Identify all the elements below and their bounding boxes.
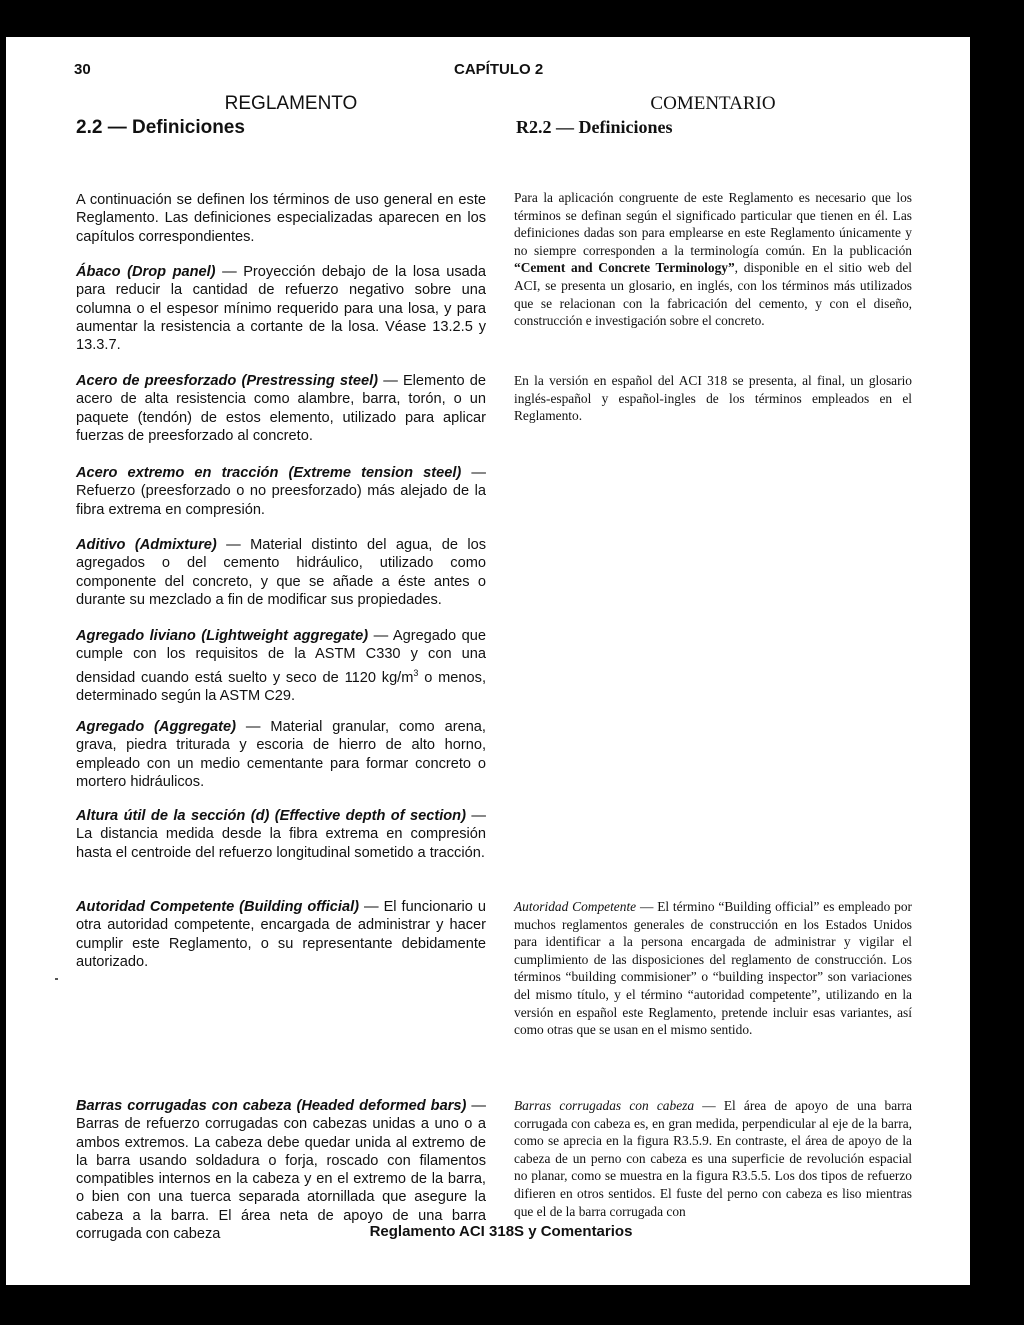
definition-acero-extremo xyxy=(76,464,486,519)
definition-dash: — xyxy=(466,1098,486,1114)
definition-text: Material granular, como arena, grava, piedra triturada y escoria de hierro de alto horno, empleado con un medio cementante para formar concreto o mortero hidráulicos. xyxy=(76,719,486,790)
definition-dash: — xyxy=(359,899,384,915)
definition-text: El funcionario u otra autoridad competente, encargada de administrar y hacer cumplir este Reglamento, o su representante debidamente autorizado. xyxy=(76,899,486,970)
definition-agregado-liviano xyxy=(76,627,486,705)
definition-term: Barras corrugadas con cabeza (Headed deformed bars) xyxy=(76,1098,467,1114)
definition-text: La distancia medida desde la fibra extrema en compresión hasta el centroide del refuerzo longitudinal sometido a tracción. xyxy=(76,826,486,861)
commentary-term: Barras corrugadas con cabeza xyxy=(514,1098,695,1113)
definition-agregado xyxy=(76,718,486,791)
commentary-barras xyxy=(514,1097,912,1220)
commentary-text-continued: , disponible en el sitio web del ACI, se presenta un glosario, en inglés, con los términos más utilizados que se relacionan con la fabricación del cemento, y con el diseño, construcción e investigación sobre el concreto. xyxy=(514,260,912,329)
commentary-section-title: R2.2 — Definiciones xyxy=(516,117,673,137)
page-footer: Reglamento ACI 318S y Comentarios xyxy=(369,1223,633,1240)
commentary-dash: — xyxy=(694,1098,724,1113)
definition-dash: — xyxy=(378,373,403,389)
commentary-term: Autoridad Competente xyxy=(514,899,637,914)
commentary-autoridad xyxy=(514,898,912,1039)
commentary-text: El área de apoyo de una barra corrugada con cabeza es, en gran medida, perpendicular al eje de la barra, como se aprecia en la figura R3.5.9. En contraste, el área de apoyo de la cabeza de un perno con cabeza es una superficie de revolución espacial no planar, como se muestra en la figura R3.5.5. Los dos tipos de refuerzo difieren en otros sentidos. El fuste del perno con cabeza es liso mientras que el de la barra corrugada con xyxy=(514,1098,912,1219)
scan-mark xyxy=(55,978,58,980)
definition-barras-corrugadas xyxy=(76,1097,486,1243)
definition-dash: — xyxy=(216,537,251,553)
definition-dash: — xyxy=(368,628,393,644)
publication-title: “Cement and Concrete Terminology” xyxy=(514,260,735,276)
chapter-title: CAPÍTULO 2 xyxy=(454,61,544,78)
commentary-paragraph xyxy=(514,189,912,330)
definition-text: Barras de refuerzo corrugadas con cabezas unidas a uno o a ambos extremos. La cabeza debe quedar unida al extremo de la barra usando soldadura o forja, roscado con filamentos compatibles internos en la cabeza y en el extremo de la barra, o bien con una tuerca separada atornillada que asegure la cabeza a la barra. El área neta de apoyo de una barra corrugada con cabeza xyxy=(76,1116,486,1243)
definition-text: Proyección debajo de la losa usada para reducir la cantidad de refuerzo negativo sobre una columna o el espesor mínimo requerido para una losa, y para aumentar la resistencia a cortante de la losa. Véase 13.2.5 y 13.3.7. xyxy=(76,264,486,354)
document-page xyxy=(6,37,970,1285)
definition-term: Altura útil de la sección (d) (Effective depth of section) xyxy=(76,808,466,824)
definition-term: Agregado (Aggregate) xyxy=(76,719,236,735)
definition-text: Refuerzo (preesforzado o no preesforzado) más alejado de la fibra extrema en compresión. xyxy=(76,483,486,518)
commentary-paragraph-glossary: En la versión en español del ACI 318 se presenta, al final, un glosario inglés-español y español-ingles de los términos empleados en el Reglamento. xyxy=(514,373,912,424)
page-number: 30 xyxy=(74,61,91,78)
definition-text: Agregado que cumple con los requisitos de la ASTM C330 y con una densidad cuando está suelto y seco de 1120 kg/m xyxy=(76,628,486,686)
definition-term: Agregado liviano (Lightweight aggregate) xyxy=(76,628,369,644)
definition-acero-preesforzado xyxy=(76,372,486,445)
definition-autoridad-competente xyxy=(76,898,486,971)
superscript: 3 xyxy=(413,667,419,678)
definition-text: Elemento de acero de alta resistencia como alambre, barra, torón, o un paquete (tendón) de estos elemento, utilizado para aplicar fuerzas de preesforzado al concreto. xyxy=(76,373,486,444)
definition-text: Material distinto del agua, de los agregados o del cemento hidráulico, utilizado como componente del concreto, y que se añade a éste antes o durante su mezclado a fin de modificar sus propiedades. xyxy=(76,537,487,608)
commentary-text: Para la aplicación congruente de este Reglamento es necesario que los términos se definan según el significado particular que tienen en él. Las definiciones dadas son para emplearse en este Reglamento únicamente y no siempre corresponden a la terminología común. En la publicación xyxy=(514,190,912,258)
definition-term: Aditivo (Admixture) xyxy=(76,537,217,553)
regulation-column xyxy=(76,93,487,1243)
definition-term: Ábaco (Drop panel) xyxy=(76,264,216,280)
regulation-intro: A continuación se definen los términos de uso general en este Reglamento. Las definiciones especializadas aparecen en los capítulos correspondientes. xyxy=(76,192,486,245)
definition-dash: — xyxy=(461,465,486,481)
definition-aditivo xyxy=(76,536,486,609)
regulation-section-title: 2.2 — Definiciones xyxy=(76,117,245,138)
definition-abaco xyxy=(76,263,486,354)
definition-dash: — xyxy=(215,264,244,280)
commentary-heading: COMENTARIO xyxy=(650,93,776,114)
definition-dash: — xyxy=(235,719,271,735)
commentary-dash: — xyxy=(636,899,658,914)
definition-term: Autoridad Competente (Building official) xyxy=(76,899,360,915)
definition-dash: — xyxy=(465,808,486,824)
definition-term: Acero extremo en tracción (Extreme tension steel) xyxy=(76,465,462,481)
definition-text-continued: o menos, determinado según la ASTM C29. xyxy=(76,669,486,704)
regulation-heading: REGLAMENTO xyxy=(224,93,358,114)
commentary-column xyxy=(514,93,912,1219)
commentary-text: El término “Building official” es empleado por muchos reglamentos generales de construcción en los Estados Unidos para identificar a la persona encargada de administrar y vigilar el cumplimiento de las disposiciones del reglamento de construcción. Los términos “building commisioner” o “building inspector” son variaciones del mismo título, y el término “autoridad competente”, utilizando en la versión en español este Reglamento, pretende incluir esas variantes, así como otras que se usan en el mismo sentido. xyxy=(514,899,912,1038)
definition-term: Acero de preesforzado (Prestressing steel) xyxy=(76,373,379,389)
definition-altura-util xyxy=(76,807,486,862)
